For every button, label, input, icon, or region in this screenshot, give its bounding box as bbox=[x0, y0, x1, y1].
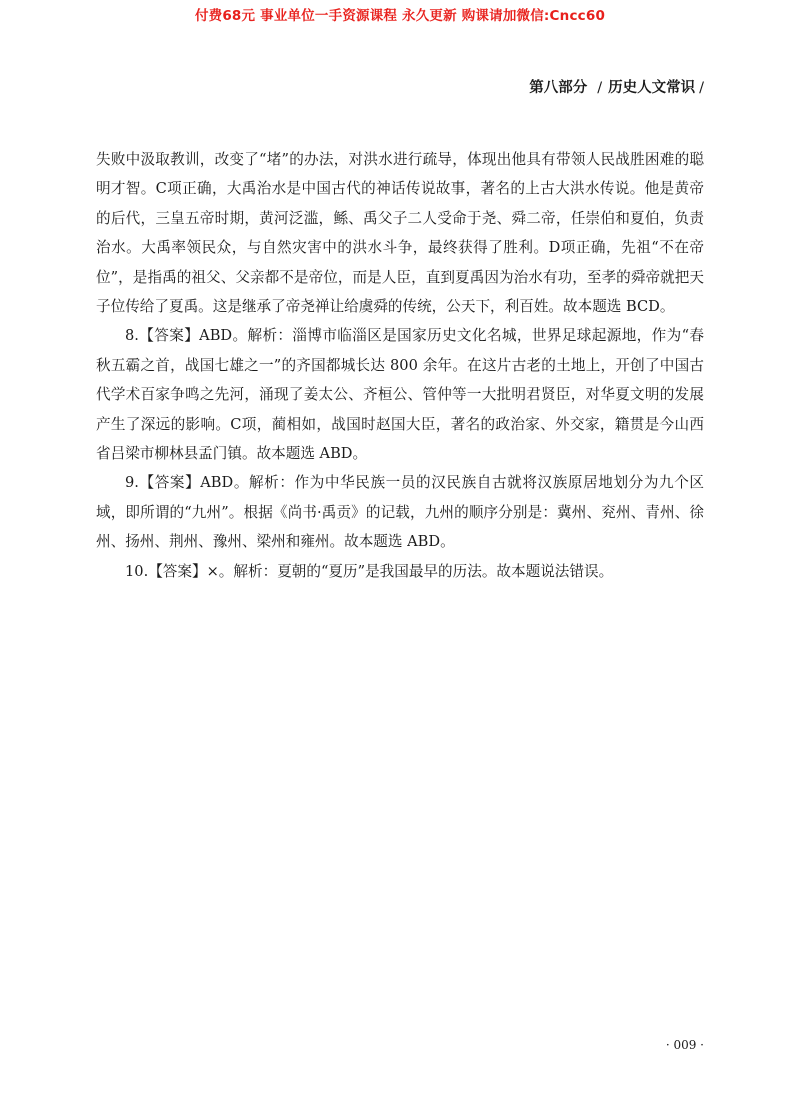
answer-9: 9.【答案】ABD。解析：作为中华民族一员的汉民族自古就将汉族原居地划分为九个区域，即所谓的“九州”。根据《尚书·禹贡》的记载，九州的顺序分别是：冀州、兖州、青州、徐州、扬州、荆州、豫州、梁州和雍州。故本题选 ABD。 bbox=[96, 474, 704, 551]
answer-8: 8.【答案】ABD。解析：淄博市临淄区是国家历史文化名城，世界足球起源地，作为“春秋五霸之首，战国七雄之一”的齐国都城长达 800 余年。在这片古老的土地上，开创了中国古代学术百家争鸣之先河，涌现了姜太公、齐桓公、管仲等一大批明君贤臣，对华夏文明的发展产生了深远的影响。C项，蔺相如，战国时赵国大臣，著名的政治家、外交家，籍贯是今山西省吕梁市柳林县孟门镇。故本题选 ABD。 bbox=[96, 327, 704, 463]
answer-explanations bbox=[96, 145, 704, 586]
answer-10: 10.【答案】×。解析：夏朝的“夏历”是我国最早的历法。故本题说法错误。 bbox=[125, 562, 614, 580]
running-head bbox=[529, 76, 704, 97]
paragraph-continuation: 失败中汲取教训，改变了“堵”的办法，对洪水进行疏导，体现出他具有带领人民战胜困难的聪明才智。C项正确，大禹治水是中国古代的神话传说故事，著名的上古大洪水传说。他是黄帝的后代，三皇五帝时期，黄河泛滥，鲧、禹父子二人受命于尧、舜二帝，任崇伯和夏伯，负责治水。大禹率领民众，与自然灾害中的洪水斗争，最终获得了胜利。D项正确，先祖“不在帝位”，是指禹的祖父、父亲都不是帝位，而是人臣，直到夏禹因为治水有功，至孝的舜帝就把天子位传给了夏禹。这是继承了帝尧禅让给虞舜的传统，公天下，利百姓。故本题选 BCD。 bbox=[96, 151, 704, 316]
section-title: 历史人文常识 bbox=[608, 80, 696, 96]
part-label: 第八部分 bbox=[529, 80, 588, 96]
running-head-tail: / bbox=[699, 80, 704, 96]
page-number: · 009 · bbox=[665, 1038, 704, 1052]
watermark-banner: 付费68元 事业单位一手资源课程 永久更新 购课请加微信:Cncc60 bbox=[194, 8, 606, 24]
running-head-separator: / bbox=[597, 80, 603, 96]
